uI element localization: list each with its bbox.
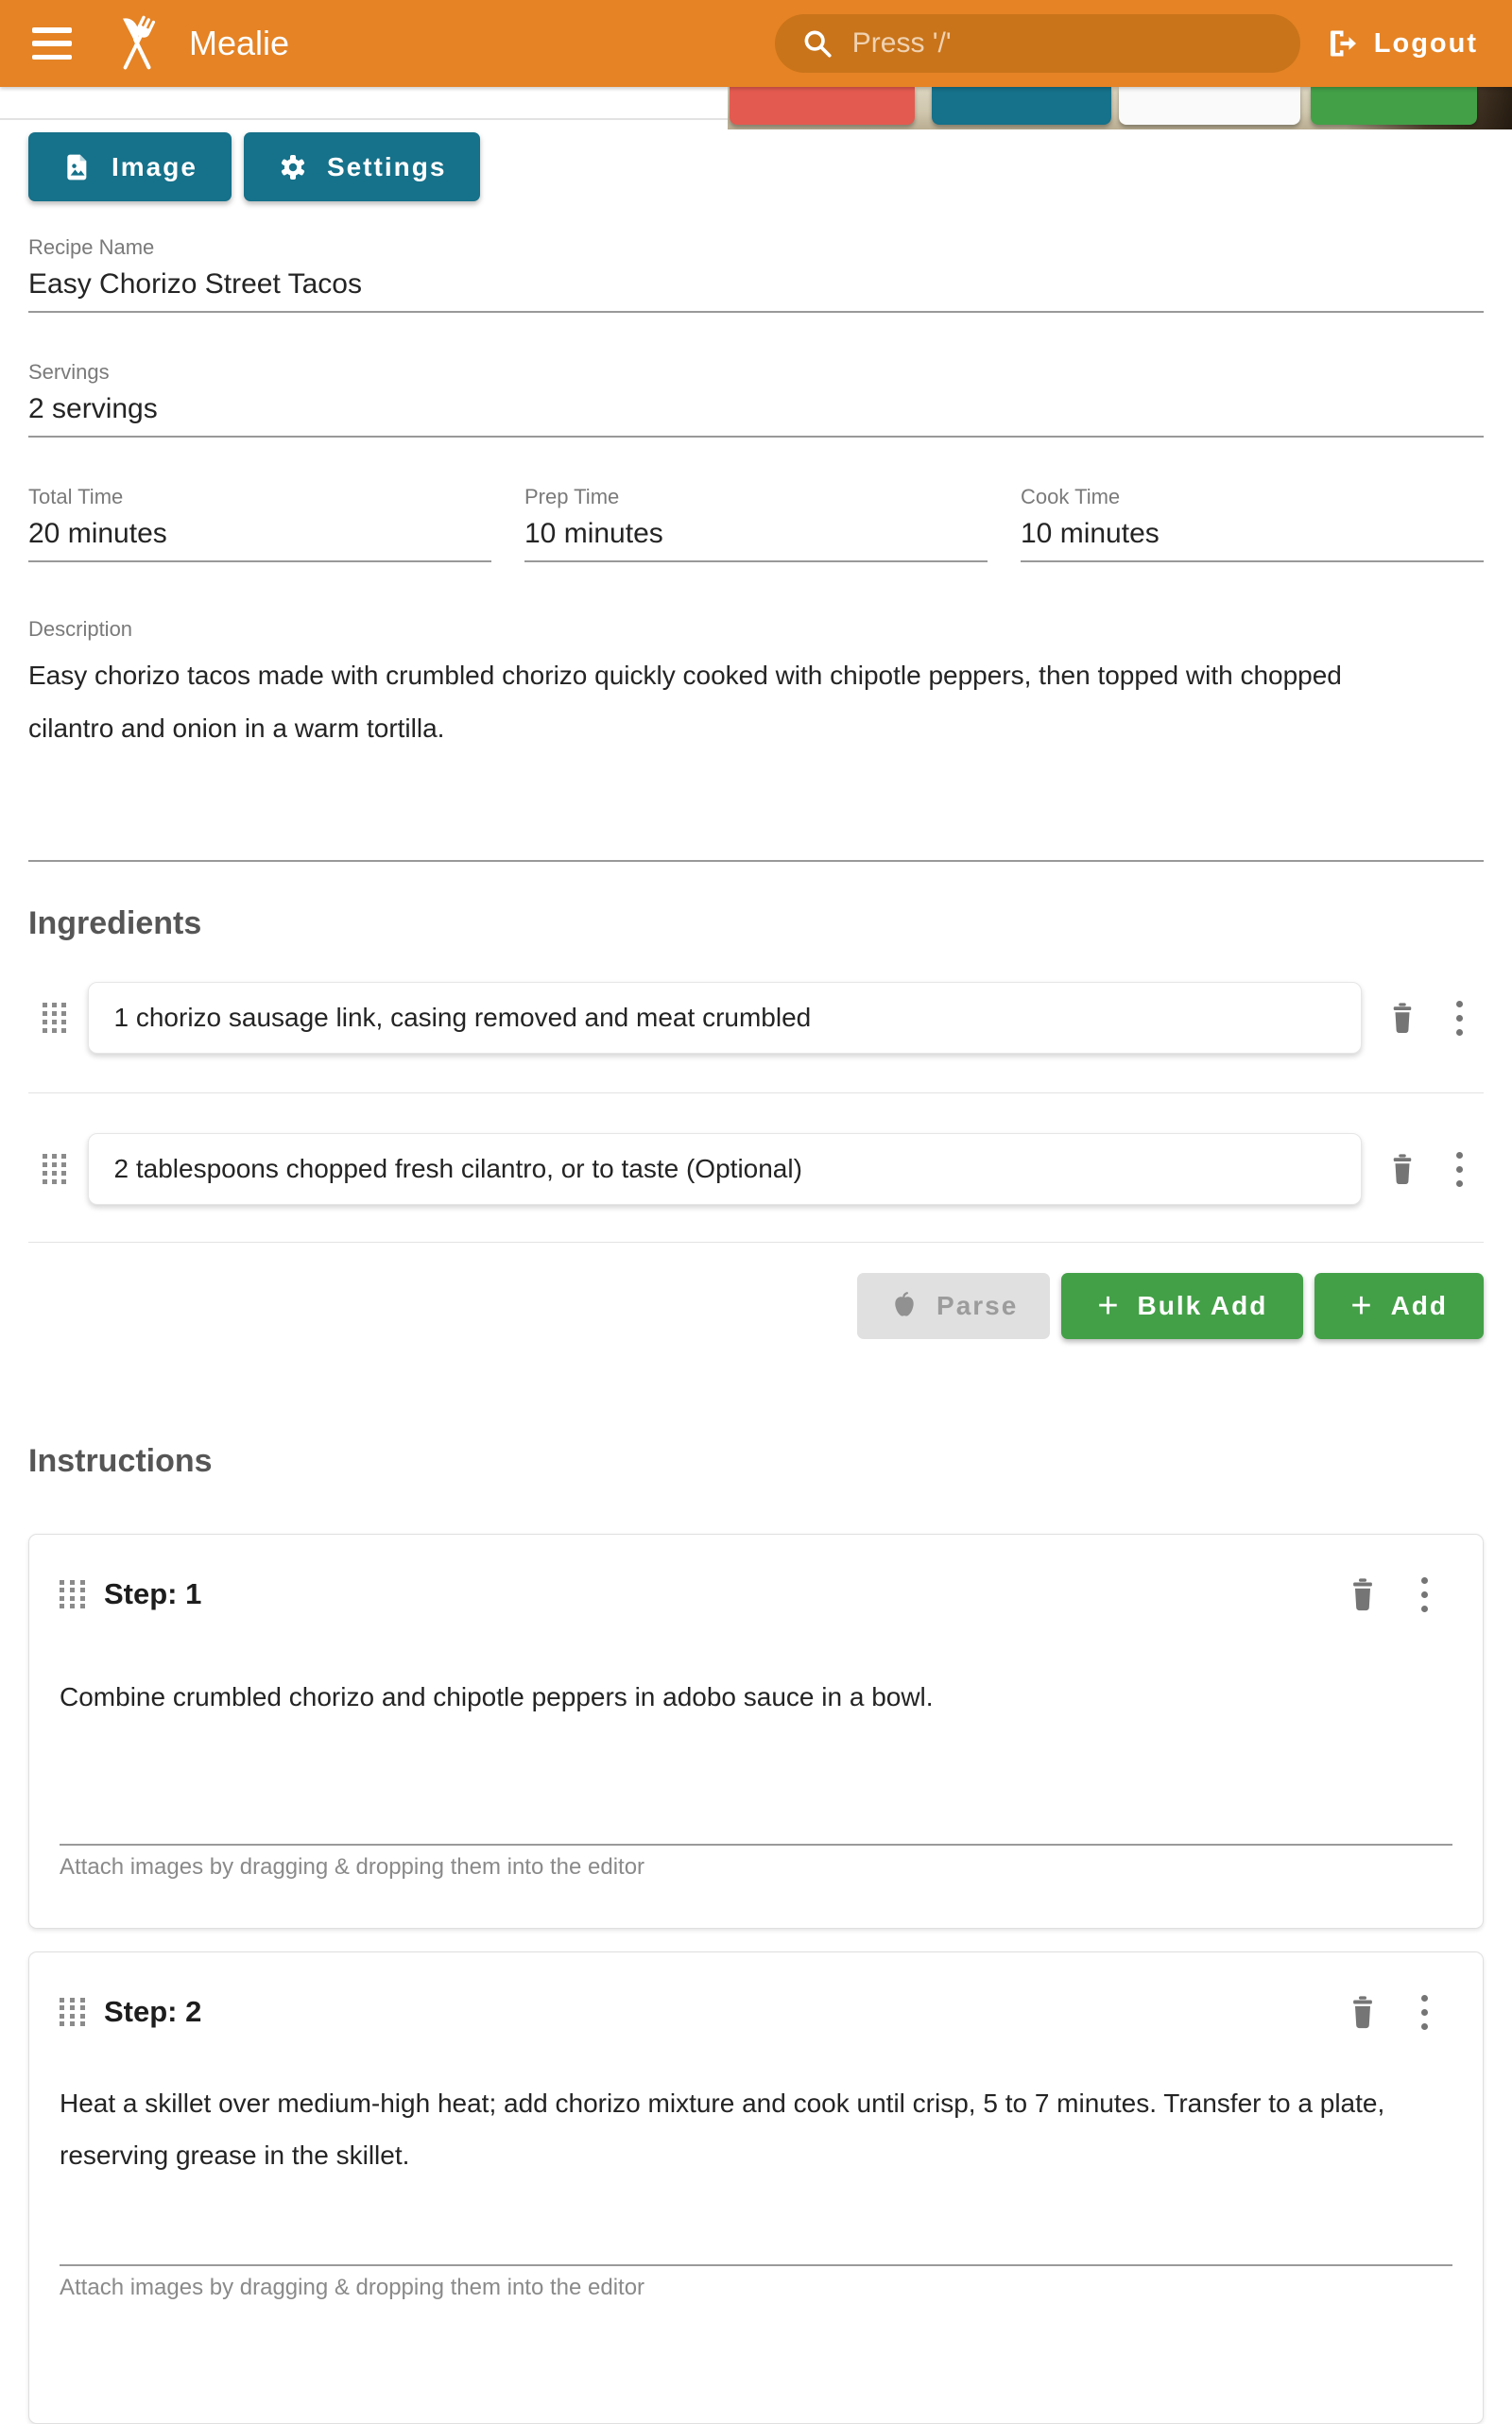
recipe-photo bbox=[728, 87, 1512, 129]
add-ingredient-button[interactable] bbox=[1314, 1273, 1484, 1339]
description-value[interactable]: Easy chorizo tacos made with crumbled chorizo quickly cooked with chipotle peppers, then topped with chopped cilantro and onion in a warm tortilla. bbox=[28, 661, 1342, 743]
ingredients-heading: Ingredients bbox=[28, 905, 202, 941]
action-button-red[interactable] bbox=[730, 87, 915, 125]
field-underline bbox=[524, 560, 988, 562]
step-text-editor[interactable]: Combine crumbled chorizo and chipotle peppers in adobo sauce in a bowl. bbox=[60, 1682, 934, 1711]
total-time-field bbox=[28, 485, 491, 562]
servings-field bbox=[28, 360, 1484, 438]
step-text-editor[interactable]: Heat a skillet over medium-high heat; add chorizo mixture and cook until crisp, 5 to 7 minutes. Transfer to a plate, reserving grease in the skillet. bbox=[60, 2089, 1385, 2170]
menu-icon[interactable] bbox=[32, 27, 74, 60]
cook-time-label: Cook Time bbox=[1021, 485, 1121, 508]
recipe-name-value[interactable]: Easy Chorizo Street Tacos bbox=[28, 268, 362, 300]
app-title: Mealie bbox=[189, 24, 290, 62]
ingredient-row bbox=[28, 982, 1484, 1054]
parse-button-label: Parse bbox=[936, 1291, 1019, 1320]
trash-icon bbox=[1388, 1152, 1417, 1186]
cook-time-value[interactable]: 10 minutes bbox=[1021, 518, 1160, 549]
delete-ingredient-button[interactable] bbox=[1388, 1001, 1417, 1035]
step-menu-button[interactable] bbox=[1421, 1995, 1428, 2030]
bulk-add-button[interactable] bbox=[1061, 1273, 1303, 1339]
instructions-heading: Instructions bbox=[28, 1443, 213, 1479]
prep-time-label: Prep Time bbox=[524, 485, 620, 508]
action-button-white[interactable] bbox=[1119, 87, 1300, 125]
cook-time-field bbox=[1021, 485, 1484, 562]
search-bar[interactable] bbox=[775, 14, 1300, 73]
parse-button[interactable] bbox=[857, 1273, 1050, 1339]
attach-images-hint: Attach images by dragging & dropping them into the editor bbox=[60, 2275, 645, 2300]
drag-handle-icon[interactable] bbox=[43, 1003, 66, 1033]
editor-toolbar bbox=[28, 132, 1484, 201]
plus-icon: + bbox=[1350, 1286, 1374, 1326]
apple-icon bbox=[889, 1291, 918, 1321]
divider bbox=[0, 118, 728, 120]
drag-handle-icon[interactable] bbox=[43, 1154, 66, 1184]
times-row bbox=[28, 485, 1484, 562]
drag-handle-icon[interactable] bbox=[60, 1998, 85, 2027]
step-header bbox=[60, 1994, 1452, 2030]
logout-label: Logout bbox=[1373, 27, 1478, 59]
editor-underline bbox=[60, 2264, 1452, 2266]
ingredient-menu-button[interactable] bbox=[1456, 1001, 1463, 1036]
delete-step-button[interactable] bbox=[1348, 1576, 1378, 1612]
field-underline bbox=[28, 436, 1484, 438]
gear-icon bbox=[278, 152, 308, 182]
ingredient-actions bbox=[28, 1273, 1484, 1339]
kebab-icon bbox=[1456, 1152, 1463, 1187]
mealie-logo-icon bbox=[106, 12, 168, 75]
field-underline bbox=[1021, 560, 1484, 562]
ingredient-input[interactable] bbox=[88, 1133, 1363, 1205]
recipe-name-label: Recipe Name bbox=[28, 235, 155, 259]
logout-button[interactable] bbox=[1325, 26, 1478, 60]
hero-strip bbox=[0, 87, 1512, 129]
kebab-icon bbox=[1421, 1995, 1428, 2030]
divider bbox=[28, 1092, 1484, 1093]
action-button-green[interactable] bbox=[1311, 87, 1477, 125]
settings-button-label: Settings bbox=[326, 151, 447, 181]
ingredient-input[interactable] bbox=[88, 982, 1363, 1054]
app-header bbox=[0, 0, 1512, 87]
image-icon bbox=[62, 152, 93, 182]
prep-time-value[interactable]: 10 minutes bbox=[524, 518, 663, 549]
ingredient-menu-button[interactable] bbox=[1456, 1152, 1463, 1187]
search-icon bbox=[801, 27, 833, 60]
search-input[interactable] bbox=[852, 27, 1274, 60]
divider bbox=[28, 1242, 1484, 1243]
step-menu-button[interactable] bbox=[1421, 1577, 1428, 1612]
trash-icon bbox=[1348, 1576, 1378, 1612]
prep-time-field bbox=[524, 485, 988, 562]
editor-underline bbox=[60, 1844, 1452, 1846]
field-underline bbox=[28, 311, 1484, 313]
settings-button[interactable] bbox=[244, 132, 480, 201]
total-time-value[interactable]: 20 minutes bbox=[28, 518, 167, 549]
add-button-label: Add bbox=[1390, 1291, 1448, 1320]
recipe-editor bbox=[0, 132, 1512, 2424]
trash-icon bbox=[1348, 1994, 1378, 2030]
field-underline bbox=[28, 560, 491, 562]
action-button-teal[interactable] bbox=[932, 87, 1111, 125]
logout-icon bbox=[1325, 26, 1359, 60]
plus-icon: + bbox=[1097, 1286, 1121, 1326]
kebab-icon bbox=[1421, 1577, 1428, 1612]
hero-left-blank bbox=[0, 87, 728, 129]
image-button-label: Image bbox=[112, 151, 198, 181]
attach-images-hint: Attach images by dragging & dropping them into the editor bbox=[60, 1854, 645, 1880]
step-title: Step: 2 bbox=[104, 1995, 202, 2028]
trash-icon bbox=[1388, 1001, 1417, 1035]
field-underline bbox=[28, 860, 1484, 862]
delete-ingredient-button[interactable] bbox=[1388, 1152, 1417, 1186]
step-title: Step: 1 bbox=[104, 1577, 202, 1610]
delete-step-button[interactable] bbox=[1348, 1994, 1378, 2030]
step-card bbox=[28, 1951, 1484, 2424]
drag-handle-icon[interactable] bbox=[60, 1580, 85, 1609]
ingredient-row bbox=[28, 1133, 1484, 1205]
servings-label: Servings bbox=[28, 360, 110, 384]
servings-value[interactable]: 2 servings bbox=[28, 393, 158, 424]
description-label: Description bbox=[28, 617, 133, 641]
kebab-icon bbox=[1456, 1001, 1463, 1036]
step-header bbox=[60, 1576, 1452, 1612]
total-time-label: Total Time bbox=[28, 485, 124, 508]
bulk-add-button-label: Bulk Add bbox=[1137, 1291, 1268, 1320]
image-button[interactable] bbox=[28, 132, 232, 201]
step-card bbox=[28, 1534, 1484, 1929]
recipe-name-field bbox=[28, 235, 1484, 313]
description-field bbox=[28, 617, 1484, 862]
